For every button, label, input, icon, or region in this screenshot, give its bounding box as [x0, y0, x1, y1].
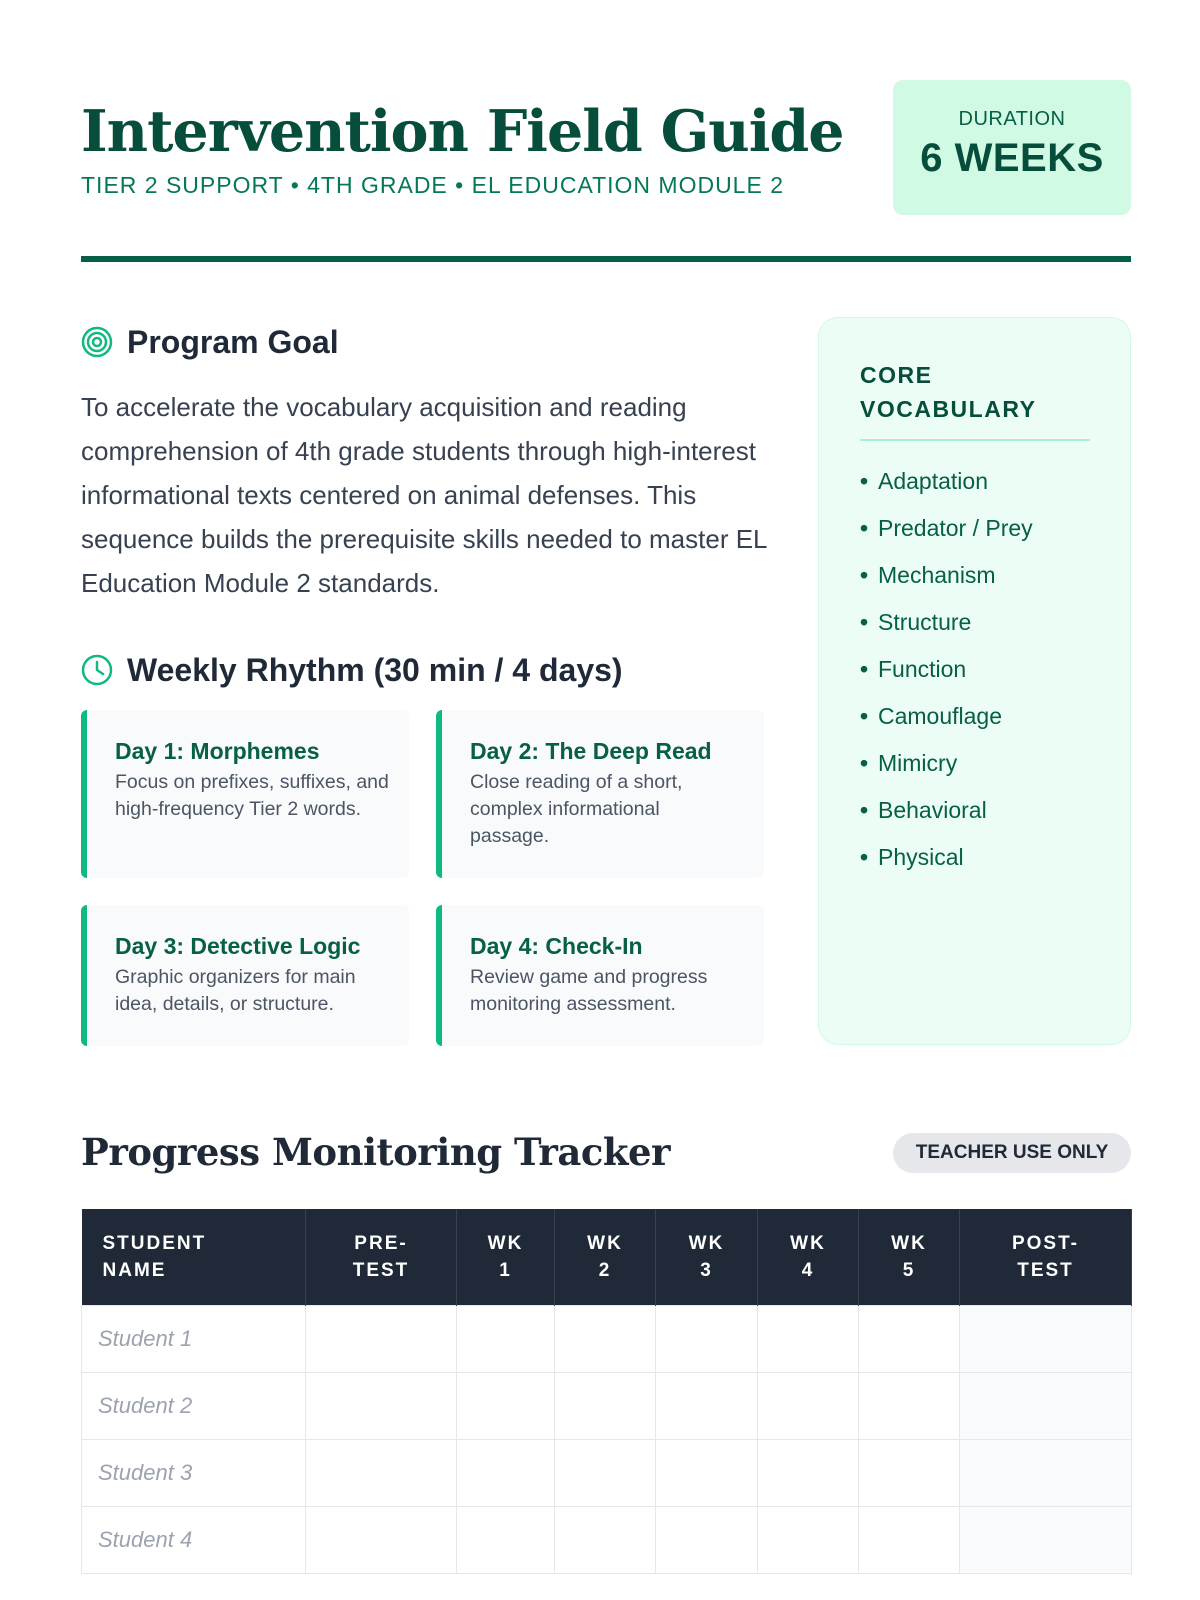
vocabulary-item: • Camouflage — [860, 703, 1003, 729]
table-row — [82, 1305, 1132, 1372]
score-cell[interactable] — [656, 1439, 758, 1506]
table-header-row — [82, 1209, 1132, 1305]
student-name-cell: Student 1 — [82, 1305, 306, 1372]
tracker-title: Progress Monitoring Tracker — [81, 1130, 671, 1174]
teacher-use-badge: TEACHER USE ONLY — [893, 1133, 1131, 1173]
score-cell[interactable] — [457, 1439, 555, 1506]
vocabulary-item: • Adaptation — [860, 468, 988, 494]
vocabulary-item: • Physical — [860, 844, 964, 870]
score-cell[interactable] — [758, 1305, 859, 1372]
target-icon — [81, 326, 113, 358]
score-cell[interactable] — [758, 1372, 859, 1439]
clock-icon — [81, 654, 113, 686]
score-cell[interactable] — [457, 1372, 555, 1439]
column-header: WK 3 — [656, 1209, 758, 1305]
score-cell[interactable] — [859, 1439, 960, 1506]
score-cell[interactable] — [758, 1439, 859, 1506]
score-cell[interactable] — [960, 1372, 1132, 1439]
score-cell[interactable] — [306, 1372, 457, 1439]
page-subtitle: TIER 2 SUPPORT • 4TH GRADE • EL EDUCATION MODULE 2 — [81, 172, 784, 198]
day-card-body: Close reading of a short, complex informational passage. — [470, 771, 683, 847]
day-card-title: Day 3: Detective Logic — [115, 933, 361, 959]
score-cell[interactable] — [555, 1372, 656, 1439]
score-cell[interactable] — [859, 1372, 960, 1439]
vocabulary-divider — [860, 439, 1090, 441]
day-card-title: Day 1: Morphemes — [115, 738, 320, 764]
score-cell[interactable] — [656, 1372, 758, 1439]
day-card-4 — [436, 905, 764, 1046]
column-header: WK 4 — [758, 1209, 859, 1305]
duration-label: DURATION — [958, 108, 1066, 130]
field-guide-page — [81, 0, 1131, 1600]
duration-value: 6 WEEKS — [920, 136, 1104, 180]
weekly-rhythm-title: Weekly Rhythm (30 min / 4 days) — [127, 651, 623, 688]
column-header: STUDENT NAME — [82, 1209, 306, 1305]
program-goal-heading — [81, 322, 339, 362]
score-cell[interactable] — [859, 1506, 960, 1573]
score-cell[interactable] — [656, 1305, 758, 1372]
score-cell[interactable] — [859, 1305, 960, 1372]
vocabulary-item: • Behavioral — [860, 797, 987, 823]
core-vocabulary-panel — [818, 317, 1131, 1045]
score-cell[interactable] — [457, 1305, 555, 1372]
score-cell[interactable] — [306, 1439, 457, 1506]
column-header: PRE- TEST — [306, 1209, 457, 1305]
column-header: POST- TEST — [960, 1209, 1132, 1305]
table-row — [82, 1439, 1132, 1506]
program-goal-title: Program Goal — [127, 323, 339, 360]
header-divider — [81, 256, 1131, 262]
vocabulary-item: • Mimicry — [860, 750, 958, 776]
student-name-cell: Student 3 — [82, 1439, 306, 1506]
column-header: WK 2 — [555, 1209, 656, 1305]
score-cell[interactable] — [306, 1305, 457, 1372]
column-header: WK 1 — [457, 1209, 555, 1305]
vocabulary-item: • Mechanism — [860, 562, 996, 588]
table-row — [82, 1506, 1132, 1573]
score-cell[interactable] — [960, 1439, 1132, 1506]
day-card-body: Focus on prefixes, suffixes, and high-frequency Tier 2 words. — [115, 771, 389, 820]
score-cell[interactable] — [555, 1506, 656, 1573]
vocabulary-item: • Function — [860, 656, 967, 682]
day-card-title: Day 2: The Deep Read — [470, 738, 712, 764]
page-title: Intervention Field Guide — [81, 98, 844, 165]
day-card-body: Review game and progress monitoring assessment. — [470, 966, 708, 1015]
table-row — [82, 1372, 1132, 1439]
score-cell[interactable] — [758, 1506, 859, 1573]
duration-badge — [893, 80, 1131, 215]
score-cell[interactable] — [457, 1506, 555, 1573]
score-cell[interactable] — [306, 1506, 457, 1573]
day-card-1 — [81, 710, 409, 878]
core-vocabulary-title: CORE VOCABULARY — [860, 362, 1037, 422]
program-goal-text: To accelerate the vocabulary acquisition and reading comprehension of 4th grade students through high-interest informational texts centered on animal defenses. This sequence builds the prerequisite skills needed to master EL Education Module 2 standards. — [81, 392, 767, 598]
day-card-2 — [436, 710, 764, 878]
vocabulary-item: • Predator / Prey — [860, 515, 1033, 541]
score-cell[interactable] — [555, 1305, 656, 1372]
vocabulary-list — [860, 465, 1033, 888]
weekly-rhythm-heading — [81, 650, 623, 690]
header — [81, 80, 1131, 260]
vocabulary-item: • Structure — [860, 609, 972, 635]
score-cell[interactable] — [960, 1305, 1132, 1372]
student-name-cell: Student 4 — [82, 1506, 306, 1573]
score-cell[interactable] — [960, 1506, 1132, 1573]
day-card-body: Graphic organizers for main idea, details, or structure. — [115, 966, 356, 1015]
day-card-title: Day 4: Check-In — [470, 933, 643, 959]
score-cell[interactable] — [555, 1439, 656, 1506]
day-card-3 — [81, 905, 409, 1046]
column-header: WK 5 — [859, 1209, 960, 1305]
student-name-cell: Student 2 — [82, 1372, 306, 1439]
score-cell[interactable] — [656, 1506, 758, 1573]
progress-tracker-table — [81, 1209, 1132, 1574]
